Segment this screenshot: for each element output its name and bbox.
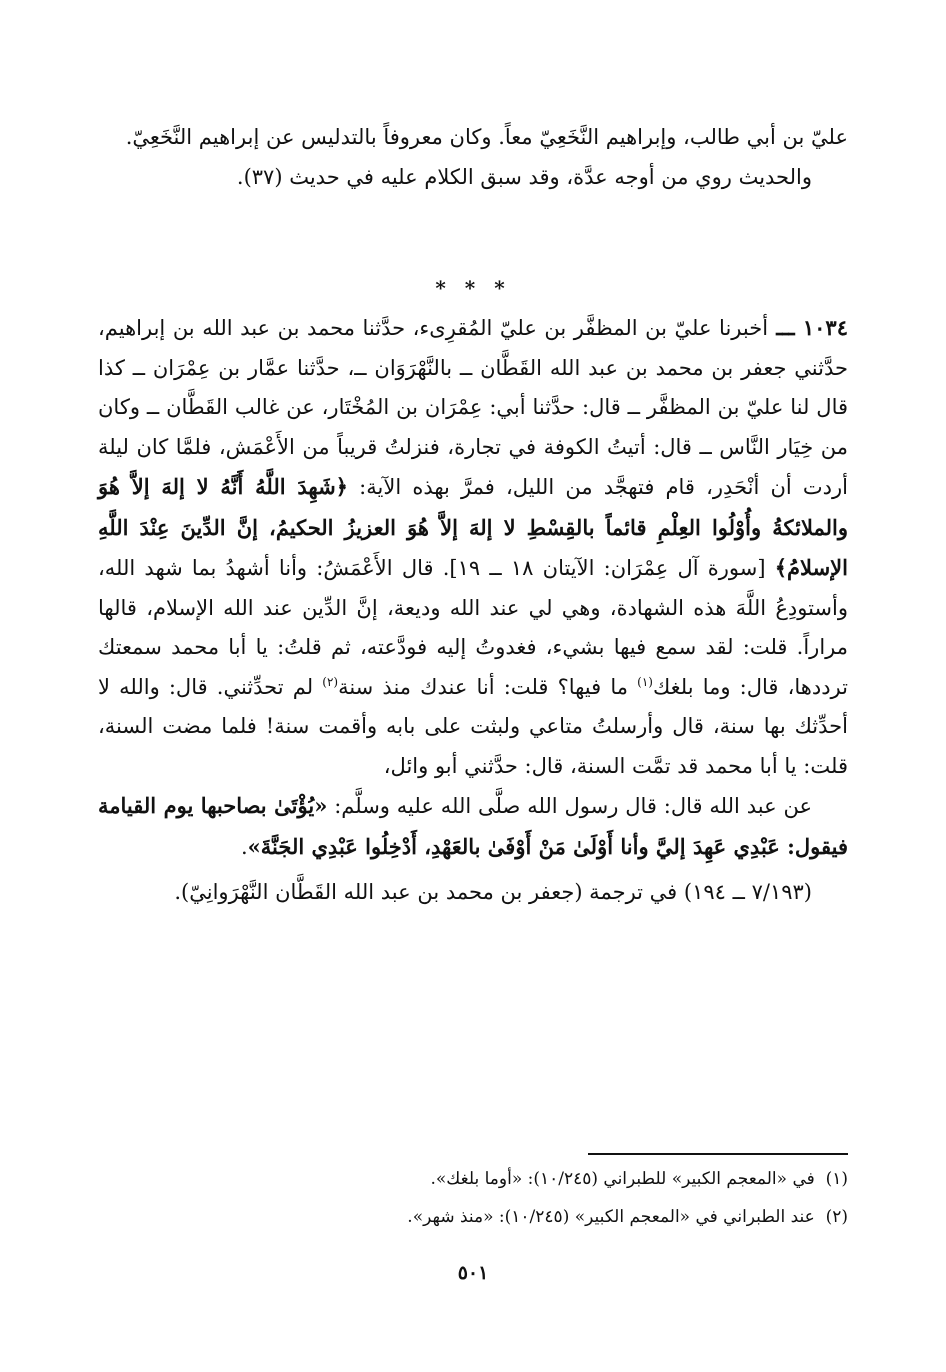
quran-verse: ﴿شَهِدَ اللَّهُ أَنَّهُ لا إلهَ إلاَّ هُوَ والملائكةُ وأُوْلُوا العِلْمِ قائماً بالقِسْطِ لا إلهَ إلاَّ هُوَ العزيزُ الحكيمُ، إنَّ الدِّينَ عِنْدَ اللَّهِ الإسلامُ﴾: [98, 474, 848, 580]
main-text-top: [98, 118, 848, 197]
footnotes: [98, 1160, 848, 1236]
hadith-dash: ـــ: [768, 315, 803, 340]
page-number: ٥٠١: [457, 1262, 489, 1284]
footnote-ref-1[interactable]: (١): [637, 674, 653, 689]
matn-paragraph: [98, 786, 848, 867]
footnote-ref-2[interactable]: (٢): [322, 674, 339, 689]
footnote-2: [98, 1198, 848, 1236]
narration-text-3: لم تحدِّثني. قال: والله لا أحدِّثك بها سنة، قال وأرسلتُ متاعي ولبثت على بابه وأقمت سنة! فلما مضت السنة، قلت: يا أبا محمد قد تمَّت السنة، قال: حدَّثني أبو وائل،: [98, 674, 848, 778]
narration-text-2: ما فيها؟ قلت: أنا عندك منذ سنة: [338, 674, 638, 699]
footnote-marker: (١): [825, 1169, 848, 1189]
matn-intro: عن عبد الله قال: قال رسول الله صلَّى الله عليه وسلَّم:: [327, 794, 812, 818]
prophetic-saying: «يُؤْتَىٰ بصاحبها يوم القيامة فيقول: عَبْدِي عَهِدَ إليَّ وأنا أَوْلَىٰ مَنْ أَوْفَىٰ بالعَهْدِ، أَدْخِلُوا عَبْدِي الجَنَّةَ»: [98, 793, 848, 859]
source-reference: (٧/١٩٣ ــ ١٩٤) في ترجمة (جعفر بن محمد بن عبد الله القَطَّان النَّهْرَوانِيّ).: [174, 880, 812, 904]
footnote-text: في «المعجم الكبير» للطبراني (١٠/٢٤٥): «أوما بلغك».: [430, 1169, 815, 1189]
matn-end-punct: .: [240, 834, 248, 859]
narration-text: [سورة آل عِمْرَان: الآيتان ١٨ ــ ١٩]. قال الأَعْمَشُ: وأنا أشهدُ بما شهد الله، وأستودِعُ اللَّهَ هذه الشهادة، وهي لي عند الله وديعة، إنَّ الدِّين عند الله الإسلام، قالها مراراً. قلت: لقد سمع فيها بشيء، فغدوتُ إليه فودَّعته، ثم قلتُ: يا أبا محمد سمعتك ترددها، قال: وما بلغك: [98, 556, 848, 699]
footnote-marker: (٢): [825, 1207, 848, 1227]
footnote-rule: [588, 1153, 848, 1155]
footnote-text: عند الطبراني في «المعجم الكبير» (١٠/٢٤٥): «منذ شهر».: [407, 1207, 815, 1227]
hadith-number: ١٠٣٤: [802, 315, 848, 340]
paragraph-hadith-note: والحديث روي من أوجه عدَّة، وقد سبق الكلام عليه في حديث (٣٧).: [236, 164, 812, 189]
section-separator: * * *: [435, 276, 511, 300]
paragraph-continuation: عليّ بن أبي طالب، وإبراهيم النَّخَعِيّ معاً. وكان معروفاً بالتدليس عن إبراهيم النَّخَعِيّ.: [125, 125, 848, 149]
hadith-1034-paragraph: [98, 308, 848, 786]
isnad-text: أخبرنا عليّ بن المظفَّر بن عليّ المُقرِىء، حدَّثنا محمد بن عبد الله بن إبراهيم، حدَّثني جعفر بن محمد بن عبد الله القَطَّان ــ بالنَّهْرَوَان ــ، حدَّثنا عمَّار بن عِمْرَان ــ كذا قال لنا عليّ بن المظفَّر ــ قال: حدَّثنا أبي: عِمْرَان بن المُخْتَار، عن غالب القَطَّان ــ وكان من خِيَار النَّاس ــ قال: أتيتُ الكوفة في تجارة، فنزلتُ قريباً من الأَعْمَش، فلمَّا كان ليلة أردت أن أنْحَدِر، قام فتهجَّد من الليل، فمرَّ بهذه الآية:: [98, 316, 848, 499]
main-text-hadith: [98, 308, 848, 913]
footnote-1: [98, 1160, 848, 1198]
